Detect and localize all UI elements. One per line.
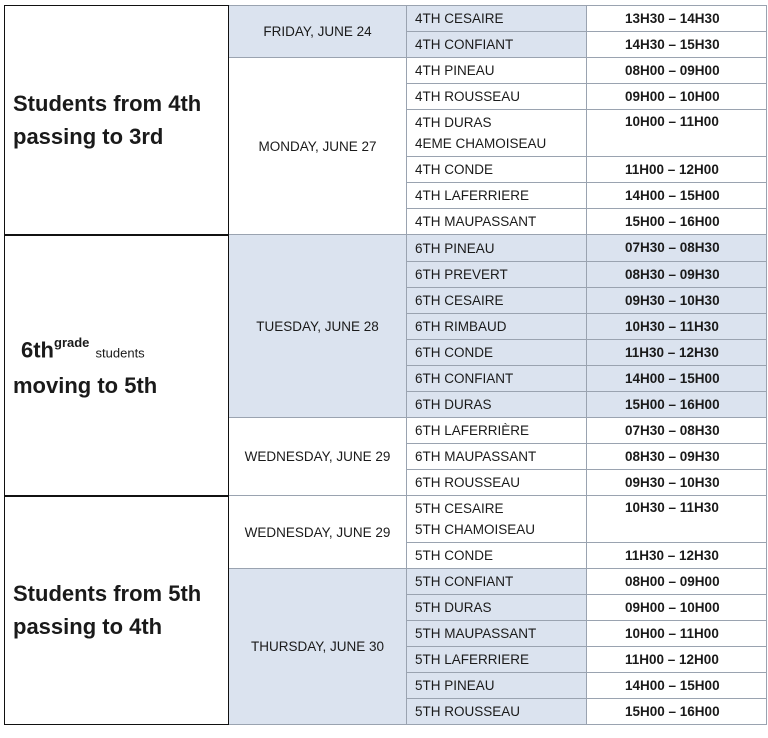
class-cell: 4TH PINEAU <box>407 58 587 84</box>
class-cell: 6TH CESAIRE <box>407 288 587 314</box>
class-cell: 5TH CONDE <box>407 543 587 569</box>
group-label-small: students <box>95 345 145 361</box>
class-cell: 5TH PINEAU <box>407 673 587 699</box>
class-cell: 6TH DURAS <box>407 392 587 418</box>
class-cell: 4TH CONFIANT <box>407 32 587 58</box>
class-cell: 5TH ROUSSEAU <box>407 699 587 725</box>
day-cell: MONDAY, JUNE 27 <box>229 58 407 235</box>
class-line: 4TH DURAS <box>415 115 492 130</box>
class-cell: 4TH ROUSSEAU <box>407 84 587 110</box>
class-cell: 5TH CONFIANT <box>407 569 587 595</box>
time-cell: 15H00 – 16H00 <box>587 392 767 418</box>
time-cell: 08H00 – 09H00 <box>587 58 767 84</box>
class-cell: 6TH CONDE <box>407 340 587 366</box>
time-cell: 09H00 – 10H00 <box>587 595 767 621</box>
time-cell: 09H30 – 10H30 <box>587 470 767 496</box>
time-cell: 15H00 – 16H00 <box>587 209 767 235</box>
time-cell: 10H00 – 11H00 <box>587 110 767 157</box>
class-cell: 6TH RIMBAUD <box>407 314 587 340</box>
group-label-main: 6th <box>21 337 54 363</box>
class-line: 5TH CHAMOISEAU <box>415 522 536 537</box>
time-cell: 11H00 – 12H00 <box>587 157 767 183</box>
class-line: 4EME CHAMOISEAU <box>415 136 547 151</box>
time-cell: 11H30 – 12H30 <box>587 543 767 569</box>
class-cell: 4TH LAFERRIERE <box>407 183 587 209</box>
time-cell: 11H00 – 12H00 <box>587 647 767 673</box>
group-label-5th-to-4th <box>5 496 229 725</box>
time-cell: 08H00 – 09H00 <box>587 569 767 595</box>
group-label-sup: grade <box>54 334 90 350</box>
class-cell: 4TH MAUPASSANT <box>407 209 587 235</box>
class-cell: 6TH PINEAU <box>407 235 587 262</box>
day-cell: THURSDAY, JUNE 30 <box>229 569 407 725</box>
time-cell: 13H30 – 14H30 <box>587 6 767 32</box>
class-cell: 4TH CONDE <box>407 157 587 183</box>
time-cell: 09H00 – 10H00 <box>587 84 767 110</box>
group-label-6th-to-5th <box>5 235 229 496</box>
class-cell: 6TH CONFIANT <box>407 366 587 392</box>
time-cell: 07H30 – 08H30 <box>587 235 767 262</box>
time-cell: 08H30 – 09H30 <box>587 444 767 470</box>
time-cell: 07H30 – 08H30 <box>587 418 767 444</box>
class-cell: 6TH ROUSSEAU <box>407 470 587 496</box>
day-cell: FRIDAY, JUNE 24 <box>229 6 407 58</box>
time-cell: 10H30 – 11H30 <box>587 496 767 543</box>
class-cell: 6TH LAFERRIÈRE <box>407 418 587 444</box>
class-cell: 6TH PREVERT <box>407 262 587 288</box>
group-label-text: Students from 5th passing to 4th <box>13 581 202 640</box>
class-cell <box>407 496 587 543</box>
class-cell: 5TH MAUPASSANT <box>407 621 587 647</box>
day-cell: WEDNESDAY, JUNE 29 <box>229 496 407 569</box>
class-cell: 6TH MAUPASSANT <box>407 444 587 470</box>
day-cell: WEDNESDAY, JUNE 29 <box>229 418 407 496</box>
class-cell: 5TH DURAS <box>407 595 587 621</box>
time-cell: 14H00 – 15H00 <box>587 366 767 392</box>
time-cell: 10H30 – 11H30 <box>587 314 767 340</box>
group-label-line2: moving to 5th <box>13 373 158 399</box>
time-cell: 14H30 – 15H30 <box>587 32 767 58</box>
table-row <box>5 235 767 262</box>
class-cell <box>407 110 587 157</box>
time-cell: 08H30 – 09H30 <box>587 262 767 288</box>
schedule-table <box>4 5 767 725</box>
time-cell: 10H00 – 11H00 <box>587 621 767 647</box>
time-cell: 09H30 – 10H30 <box>587 288 767 314</box>
group-label-text: Students from 4th passing to 3rd <box>13 90 202 149</box>
class-line: 5TH CESAIRE <box>415 501 504 516</box>
time-cell: 11H30 – 12H30 <box>587 340 767 366</box>
table-row <box>5 496 767 543</box>
class-cell: 5TH LAFERRIERE <box>407 647 587 673</box>
time-cell: 14H00 – 15H00 <box>587 673 767 699</box>
time-cell: 15H00 – 16H00 <box>587 699 767 725</box>
day-cell: TUESDAY, JUNE 28 <box>229 235 407 418</box>
group-label-4th-to-3rd <box>5 6 229 235</box>
time-cell: 14H00 – 15H00 <box>587 183 767 209</box>
table-row <box>5 6 767 32</box>
class-cell: 4TH CESAIRE <box>407 6 587 32</box>
